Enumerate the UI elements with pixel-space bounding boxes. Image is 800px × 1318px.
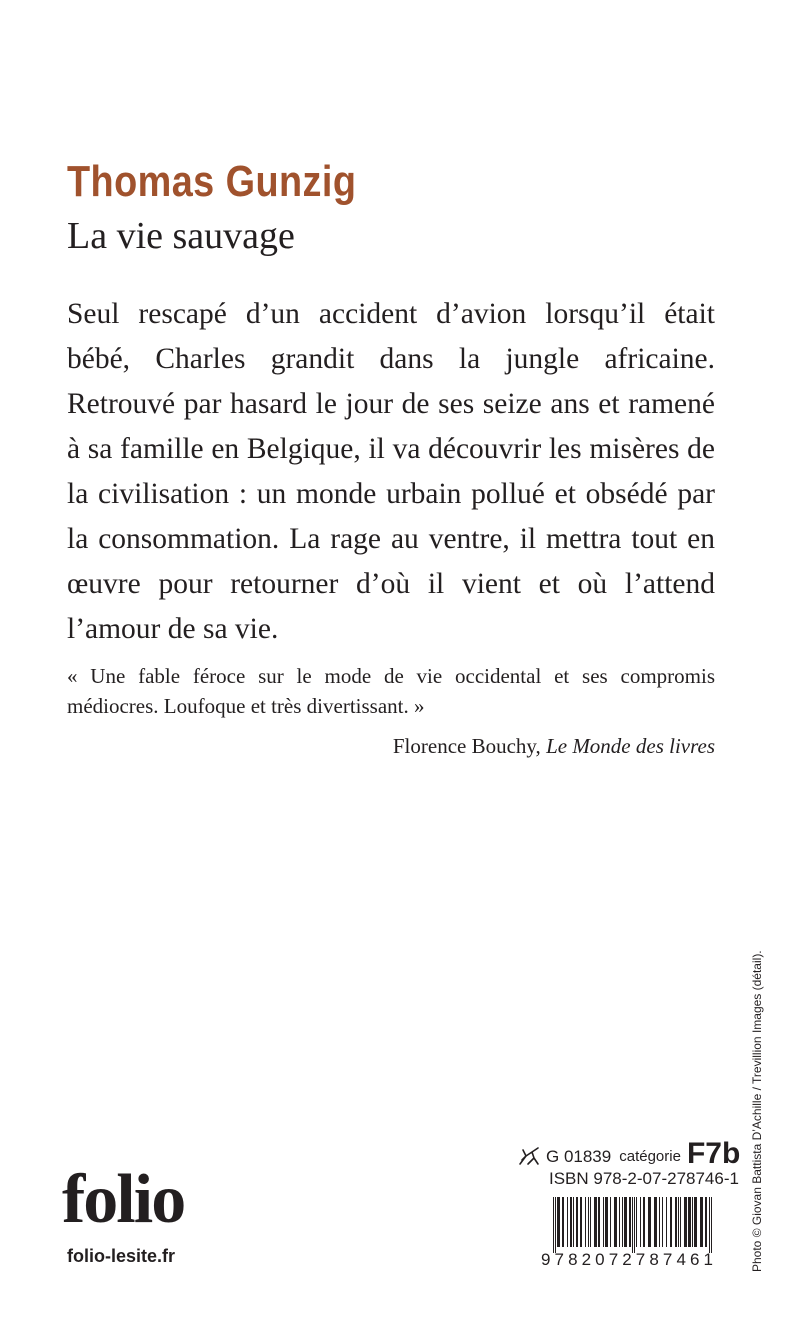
barcode-bar: [624, 1197, 627, 1247]
attribution-publication: Le Monde des livres: [546, 734, 715, 758]
barcode-bar: [648, 1197, 651, 1247]
barcode-bar: [557, 1197, 560, 1247]
barcode-bar: [662, 1197, 663, 1247]
barcode-guard: [553, 1197, 554, 1253]
barcode-bar: [629, 1197, 631, 1247]
category-code: F7b: [686, 1137, 741, 1170]
barcode-bar: [619, 1197, 620, 1247]
barcode-bar: [636, 1197, 637, 1247]
barcode-bar: [588, 1197, 589, 1247]
barcode-bar: [694, 1197, 697, 1247]
barcode-bar: [700, 1197, 703, 1247]
category-label: catégorie: [619, 1148, 681, 1165]
catalog-row: [518, 1137, 741, 1170]
barcode-bar: [666, 1197, 667, 1247]
blurb-text: Seul rescapé d’un accident d’avion lorsqu’il était bébé, Charles grandit dans la jungle africaine. Retrouvé par hasard le jour de ses seize ans et ramené à sa famille en Belgique, il va découvrir les misères de la civilisation : un monde urbain pollué et obsédé par la consommation. La rage au ventre, il mettra tout en œuvre pour retourner d’où il vient et où l’attend l’amour de sa vie.: [67, 298, 715, 645]
barcode-bar: [562, 1197, 564, 1247]
barcode-bar: [598, 1197, 600, 1247]
barcode-bar: [654, 1197, 657, 1247]
barcode-bar: [622, 1197, 623, 1247]
attribution-name: Florence Bouchy,: [392, 734, 541, 758]
barcode-bar: [640, 1197, 641, 1247]
gallimard-gazelle-icon: [518, 1146, 540, 1168]
barcode-bar: [605, 1197, 608, 1247]
quote-attribution: [393, 731, 715, 761]
barcode-bar: [659, 1197, 660, 1247]
barcode-guard: [632, 1197, 633, 1253]
barcode-bar: [580, 1197, 582, 1247]
barcode-bar: [684, 1197, 687, 1247]
press-quote: « Une fable féroce sur le mode de vie occidental et ses compromis médiocres. Loufoque et très divertissant. »: [67, 664, 715, 718]
barcode-bar: [594, 1197, 597, 1247]
barcode-bar: [576, 1197, 578, 1247]
barcode-bar: [705, 1197, 707, 1247]
barcode-bar: [643, 1197, 645, 1247]
barcode-digits: 9782072787461: [541, 1250, 713, 1267]
catalog-code: G 01839: [546, 1147, 612, 1166]
barcode-bar: [692, 1197, 693, 1247]
barcode-guard: [555, 1197, 556, 1253]
barcode-guard: [709, 1197, 710, 1253]
barcode-bar: [570, 1197, 572, 1247]
barcode-bar: [675, 1197, 677, 1247]
barcode-bar: [573, 1197, 574, 1247]
barcode-bar: [688, 1197, 691, 1247]
barcode-bar: [610, 1197, 611, 1247]
barcode-bar: [670, 1197, 672, 1247]
publisher-site: folio-lesite.fr: [67, 1246, 176, 1266]
barcode-bar: [614, 1197, 617, 1247]
photo-credit: Photo © Giovan Battista D’Achille / Trevillion Images (détail).: [750, 950, 764, 1272]
barcode-guard: [634, 1197, 635, 1253]
barcode-bar: [590, 1197, 591, 1247]
barcode-bar: [680, 1197, 681, 1247]
isbn: ISBN 978-2-07-278746-1: [549, 1169, 739, 1188]
barcode-guard: [711, 1197, 712, 1253]
isbn-barcode: [541, 1197, 717, 1267]
book-title: La vie sauvage: [67, 215, 295, 257]
barcode-bar: [585, 1197, 586, 1247]
barcode-bar: [678, 1197, 679, 1247]
barcode-bar: [603, 1197, 604, 1247]
barcode-bar: [567, 1197, 568, 1247]
author-name: Thomas Gunzig: [67, 157, 357, 206]
folio-logo: folio: [62, 1161, 185, 1238]
